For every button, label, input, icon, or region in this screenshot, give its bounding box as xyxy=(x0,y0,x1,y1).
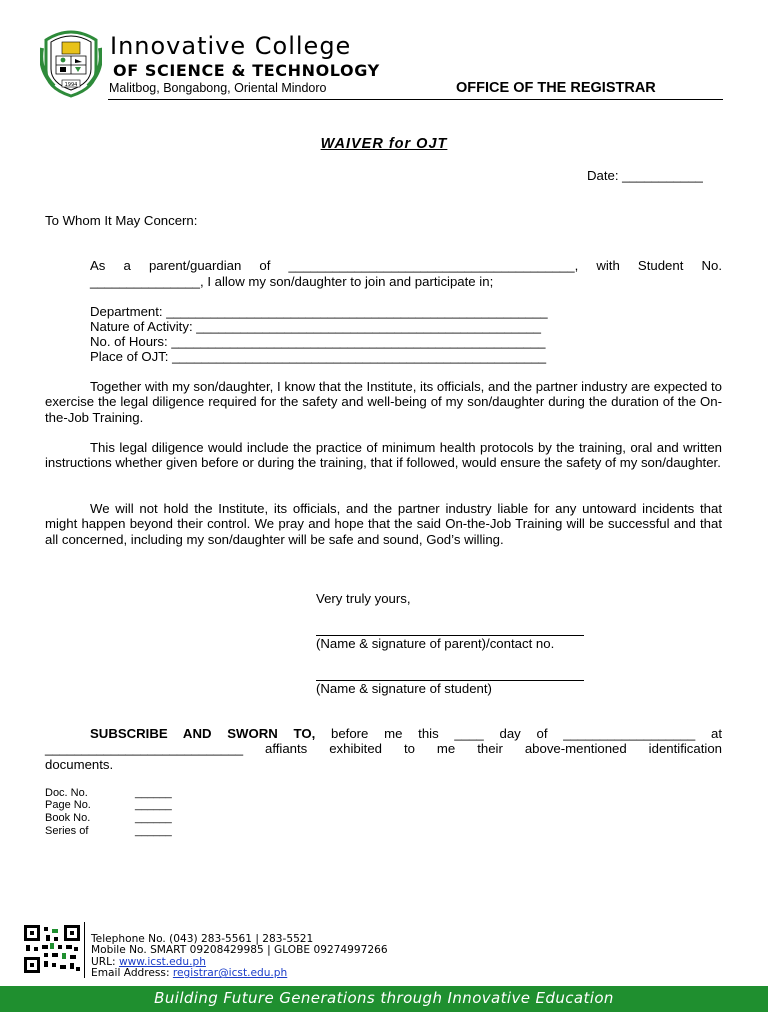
intro-line-1: As a parent/guardian of _______________________________________, with Student No. xyxy=(90,258,722,273)
sworn-line-2: ___________________________ affiants exhibited to me their above-mentioned identification xyxy=(45,741,722,756)
footer-tagline: Building Future Generations through Innovative Education xyxy=(154,989,614,1007)
paragraph-1 xyxy=(45,379,722,425)
office-label: OFFICE OF THE REGISTRAR xyxy=(456,80,656,96)
paragraph-3-text: We will not hold the Institute, its officials, and the partner industry liable for any untoward incidents that might happen beyond their control. We pray and hope that the said On-the-Job Training will be successful and that all concerned, including my son/daughter will be safe and sound, God’s willing. xyxy=(45,501,722,547)
field-nature-of-activity: Nature of Activity: _______________________________________________ xyxy=(90,319,541,334)
header-divider xyxy=(108,99,723,100)
college-seal-logo xyxy=(40,22,102,98)
paragraph-1-text: Together with my son/daughter, I know that the Institute, its officials, and the partner industry are expected to exercise the legal diligence required for the safety and well-being of my son/daughter during the duration of the On-the-Job Training. xyxy=(45,379,722,425)
date-line: Date: ___________ xyxy=(587,168,703,183)
footer-email-label: Email Address: xyxy=(91,967,173,980)
field-department: Department: ____________________________________________________ xyxy=(90,304,548,319)
logo-year: 1994 xyxy=(64,82,78,88)
sworn-line-1 xyxy=(90,726,722,741)
college-subtitle: OF SCIENCE & TECHNOLOGY xyxy=(113,61,380,80)
sworn-heading: SUBSCRIBE AND SWORN TO, xyxy=(90,726,316,741)
notary-doc-blank: ______ xyxy=(135,787,172,799)
signature-label-student: (Name & signature of student) xyxy=(316,681,492,696)
notary-doc-label: Doc. No. xyxy=(45,787,88,799)
qr-code-icon xyxy=(24,925,80,973)
notary-page-blank: ______ xyxy=(135,799,172,811)
college-name: Innovative College xyxy=(110,32,352,60)
footer-divider xyxy=(84,922,85,978)
sworn-line-3: documents. xyxy=(45,757,114,772)
notary-page-label: Page No. xyxy=(45,799,91,811)
signature-label-parent: (Name & signature of parent)/contact no. xyxy=(316,636,555,651)
footer-email-link[interactable]: registrar@icst.edu.ph xyxy=(172,967,288,980)
footer-url-label: URL: xyxy=(91,955,119,968)
notary-book-blank: ______ xyxy=(135,812,172,824)
college-address: Malitbog, Bongabong, Oriental Mindoro xyxy=(109,81,327,95)
salutation: To Whom It May Concern: xyxy=(45,213,198,228)
field-no-of-hours: No. of Hours: ___________________________________________________ xyxy=(90,334,546,349)
paragraph-2 xyxy=(45,440,722,471)
footer-mobile: Mobile No. SMART 09208429985 | GLOBE 09274997266 xyxy=(91,944,388,957)
footer-contact xyxy=(91,934,388,980)
sworn-line-1-text: before me this ____ day of __________________ at xyxy=(315,726,722,741)
document-title: WAIVER for OJT xyxy=(320,136,448,152)
paragraph-3 xyxy=(45,501,722,547)
notary-series-blank: ______ xyxy=(135,825,172,837)
field-place-of-ojt: Place of OJT: ___________________________________________________ xyxy=(90,349,547,364)
notary-series-label: Series of xyxy=(45,825,89,837)
notary-book-label: Book No. xyxy=(45,812,91,824)
closing: Very truly yours, xyxy=(316,591,411,606)
footer-url-link[interactable]: www.icst.edu.ph xyxy=(118,955,206,968)
footer-telephone: Telephone No. (043) 283-5561 | 283-5521 xyxy=(91,933,314,945)
footer-email-row xyxy=(91,968,388,979)
intro-line-2: _______________, I allow my son/daughter to join and participate in; xyxy=(90,274,494,289)
paragraph-2-text: This legal diligence would include the practice of minimum health protocols by the training, oral and written instructions whether given before or during the training, that if followed, would ensure the safety of my son/daughter. xyxy=(45,440,722,471)
